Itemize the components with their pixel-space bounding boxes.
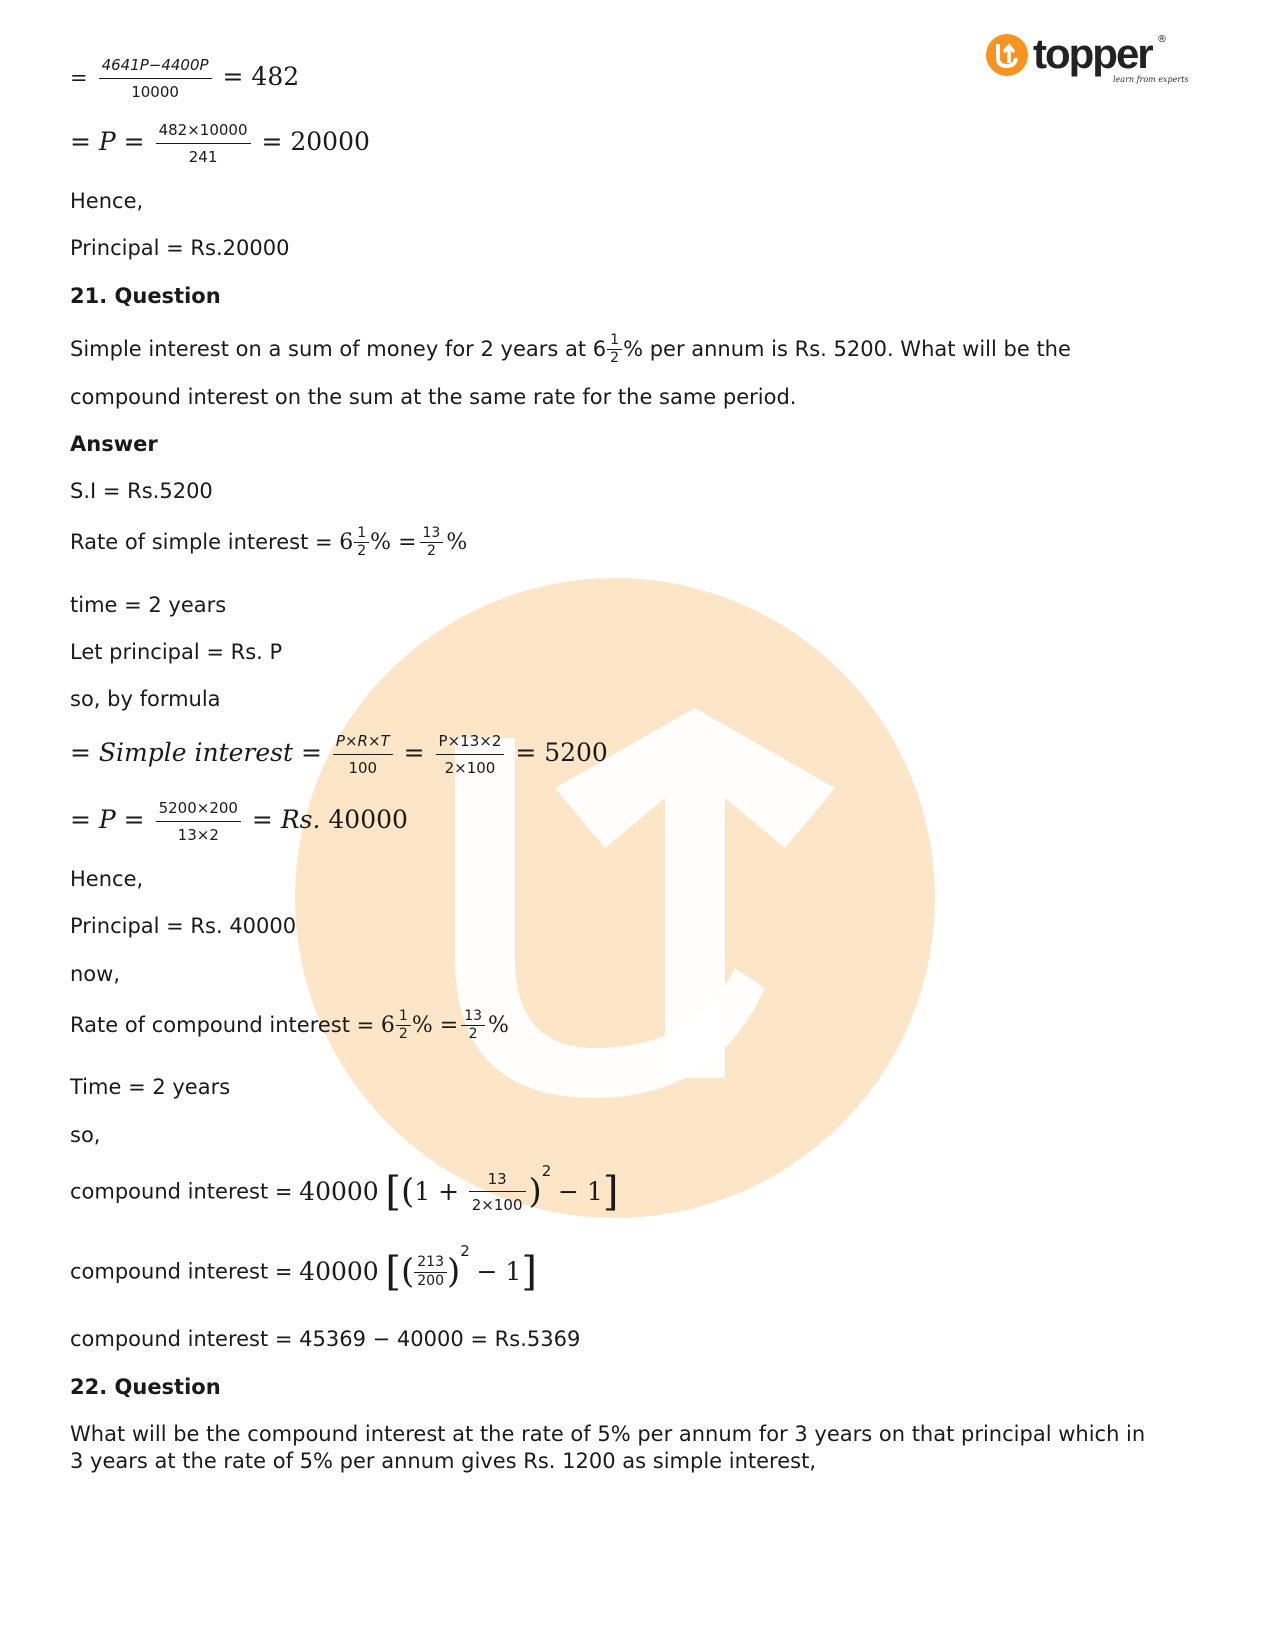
numerator: 482×10000 bbox=[156, 122, 251, 144]
fraction bbox=[156, 800, 241, 843]
simple-interest-formula bbox=[70, 733, 608, 776]
topper-tagline: learn from experts bbox=[1113, 75, 1189, 84]
numerator: 13 bbox=[469, 1171, 526, 1193]
close-paren: ) bbox=[447, 1251, 461, 1292]
text-line: so, bbox=[70, 1123, 101, 1147]
numerator: 13 bbox=[420, 525, 444, 543]
value: 40000 bbox=[299, 1257, 379, 1286]
variable-p: P bbox=[98, 127, 116, 156]
text-line: so, by formula bbox=[70, 687, 221, 711]
numerator: 1 bbox=[354, 525, 369, 543]
text-line: time = 2 years bbox=[70, 593, 227, 617]
denominator: 2 bbox=[610, 350, 620, 367]
text-line: now, bbox=[70, 962, 121, 986]
rate-simple-interest bbox=[70, 525, 467, 561]
fraction bbox=[396, 1008, 411, 1044]
percent-sign: % bbox=[446, 529, 468, 555]
text-segment: Simple interest on a sum of money for 2 years at 6 bbox=[70, 336, 607, 361]
label: Rate of simple interest = bbox=[70, 529, 340, 554]
open-bracket: [ bbox=[385, 1169, 401, 1215]
equals-sign: = bbox=[70, 805, 99, 834]
label: compound interest = bbox=[70, 1259, 300, 1284]
numerator: 213 bbox=[414, 1254, 447, 1272]
fraction bbox=[414, 1254, 447, 1290]
denominator: 10000 bbox=[131, 82, 179, 101]
label: Rate of compound interest = bbox=[70, 1012, 381, 1037]
text-line: Hence, bbox=[70, 189, 144, 213]
topper-logo-icon bbox=[986, 34, 1028, 76]
question-text: What will be the compound interest at the rate of 5% per annum for 3 years on that principal which in 3 years at the rate of 5% per annum gives Rs. 1200 as simple interest, bbox=[70, 1422, 1146, 1473]
topper-wordmark: topper bbox=[1033, 30, 1152, 77]
close-bracket: ] bbox=[521, 1249, 537, 1295]
answer-heading: Answer bbox=[70, 432, 158, 456]
fraction bbox=[420, 525, 444, 561]
fraction bbox=[436, 733, 505, 776]
equation-line-1 bbox=[70, 57, 299, 100]
formula-label: Simple interest bbox=[98, 738, 294, 767]
text-line: S.I = Rs.5200 bbox=[70, 479, 213, 503]
question-heading: 21. Question bbox=[70, 284, 221, 308]
rate-compound-interest bbox=[70, 1008, 509, 1044]
fraction bbox=[461, 1008, 485, 1044]
denominator: 2 bbox=[357, 543, 367, 560]
percent-sign: % bbox=[488, 1012, 509, 1038]
numerator: 13 bbox=[461, 1008, 485, 1026]
denominator: 13×2 bbox=[177, 825, 219, 844]
open-paren: ( bbox=[401, 1171, 415, 1212]
text-line: Let principal = Rs. P bbox=[70, 640, 283, 664]
numerator: 1 bbox=[396, 1008, 411, 1026]
fraction bbox=[354, 525, 369, 561]
label: compound interest = bbox=[70, 1179, 300, 1204]
registered-mark: ® bbox=[1157, 34, 1167, 45]
equals-sign: = bbox=[70, 738, 99, 767]
equation-line-2 bbox=[70, 122, 370, 165]
question-text bbox=[70, 332, 1071, 368]
fraction bbox=[99, 57, 212, 100]
text-segment: − 1 bbox=[558, 1177, 603, 1206]
equals-sign: = bbox=[251, 805, 281, 834]
compound-interest-formula-2 bbox=[70, 1242, 537, 1296]
exponent: 2 bbox=[541, 1162, 552, 1180]
principal-formula bbox=[70, 800, 408, 843]
text-line: Hence, bbox=[70, 867, 144, 891]
denominator: 2 bbox=[398, 1026, 408, 1043]
value: 40000 bbox=[299, 1177, 379, 1206]
whole-number: 6 bbox=[339, 529, 354, 555]
fraction bbox=[333, 733, 393, 776]
result: = 5200 bbox=[515, 738, 608, 767]
numerator: 1 bbox=[607, 332, 622, 350]
open-bracket: [ bbox=[385, 1249, 401, 1295]
close-paren: ) bbox=[528, 1171, 542, 1212]
numerator: P×R×T bbox=[333, 733, 393, 755]
fraction bbox=[607, 332, 622, 368]
text-line: Time = 2 years bbox=[70, 1075, 231, 1099]
currency: Rs. bbox=[280, 805, 321, 834]
denominator: 2×100 bbox=[444, 758, 496, 777]
text-segment: % = bbox=[411, 1012, 459, 1038]
text-line: Principal = Rs. 40000 bbox=[70, 914, 297, 938]
denominator: 2×100 bbox=[471, 1196, 523, 1214]
result: 40000 bbox=[320, 805, 408, 834]
denominator: 200 bbox=[417, 1272, 444, 1289]
equals-sign: = bbox=[70, 66, 88, 90]
denominator: 2 bbox=[426, 543, 436, 560]
text-line: compound interest = 45369 − 40000 = Rs.5369 bbox=[70, 1327, 581, 1351]
equals-sign: = bbox=[115, 127, 145, 156]
denominator: 100 bbox=[348, 758, 378, 777]
exponent: 2 bbox=[460, 1242, 470, 1260]
close-bracket: ] bbox=[602, 1169, 619, 1215]
numerator: 5200×200 bbox=[156, 800, 241, 822]
result: = 20000 bbox=[261, 127, 370, 156]
denominator: 241 bbox=[188, 147, 218, 166]
whole-number: 6 bbox=[380, 1012, 395, 1038]
text-segment: % per annum is Rs. 5200. What will be the bbox=[623, 336, 1071, 361]
text-line: Principal = Rs.20000 bbox=[70, 236, 290, 260]
variable-p: P bbox=[98, 805, 116, 834]
text-segment: − 1 bbox=[476, 1257, 522, 1286]
open-paren: ( bbox=[401, 1251, 415, 1292]
question-text: compound interest on the sum at the same rate for the same period. bbox=[70, 385, 797, 409]
equals-sign: = bbox=[115, 805, 145, 834]
fraction bbox=[156, 122, 251, 165]
equals-sign: = bbox=[293, 738, 322, 767]
fraction bbox=[469, 1171, 526, 1214]
numerator: 4641P−4400P bbox=[99, 57, 212, 79]
topper-logo bbox=[985, 30, 1190, 90]
text-segment: 1 + bbox=[414, 1177, 460, 1206]
compound-interest-formula-1 bbox=[70, 1162, 619, 1216]
equals-sign: = bbox=[70, 127, 99, 156]
equals-sign: = bbox=[403, 738, 425, 767]
denominator: 2 bbox=[468, 1026, 478, 1043]
question-heading: 22. Question bbox=[70, 1375, 221, 1399]
numerator: P×13×2 bbox=[436, 733, 505, 755]
result: = 482 bbox=[222, 62, 300, 91]
text-segment: % = bbox=[370, 529, 417, 555]
